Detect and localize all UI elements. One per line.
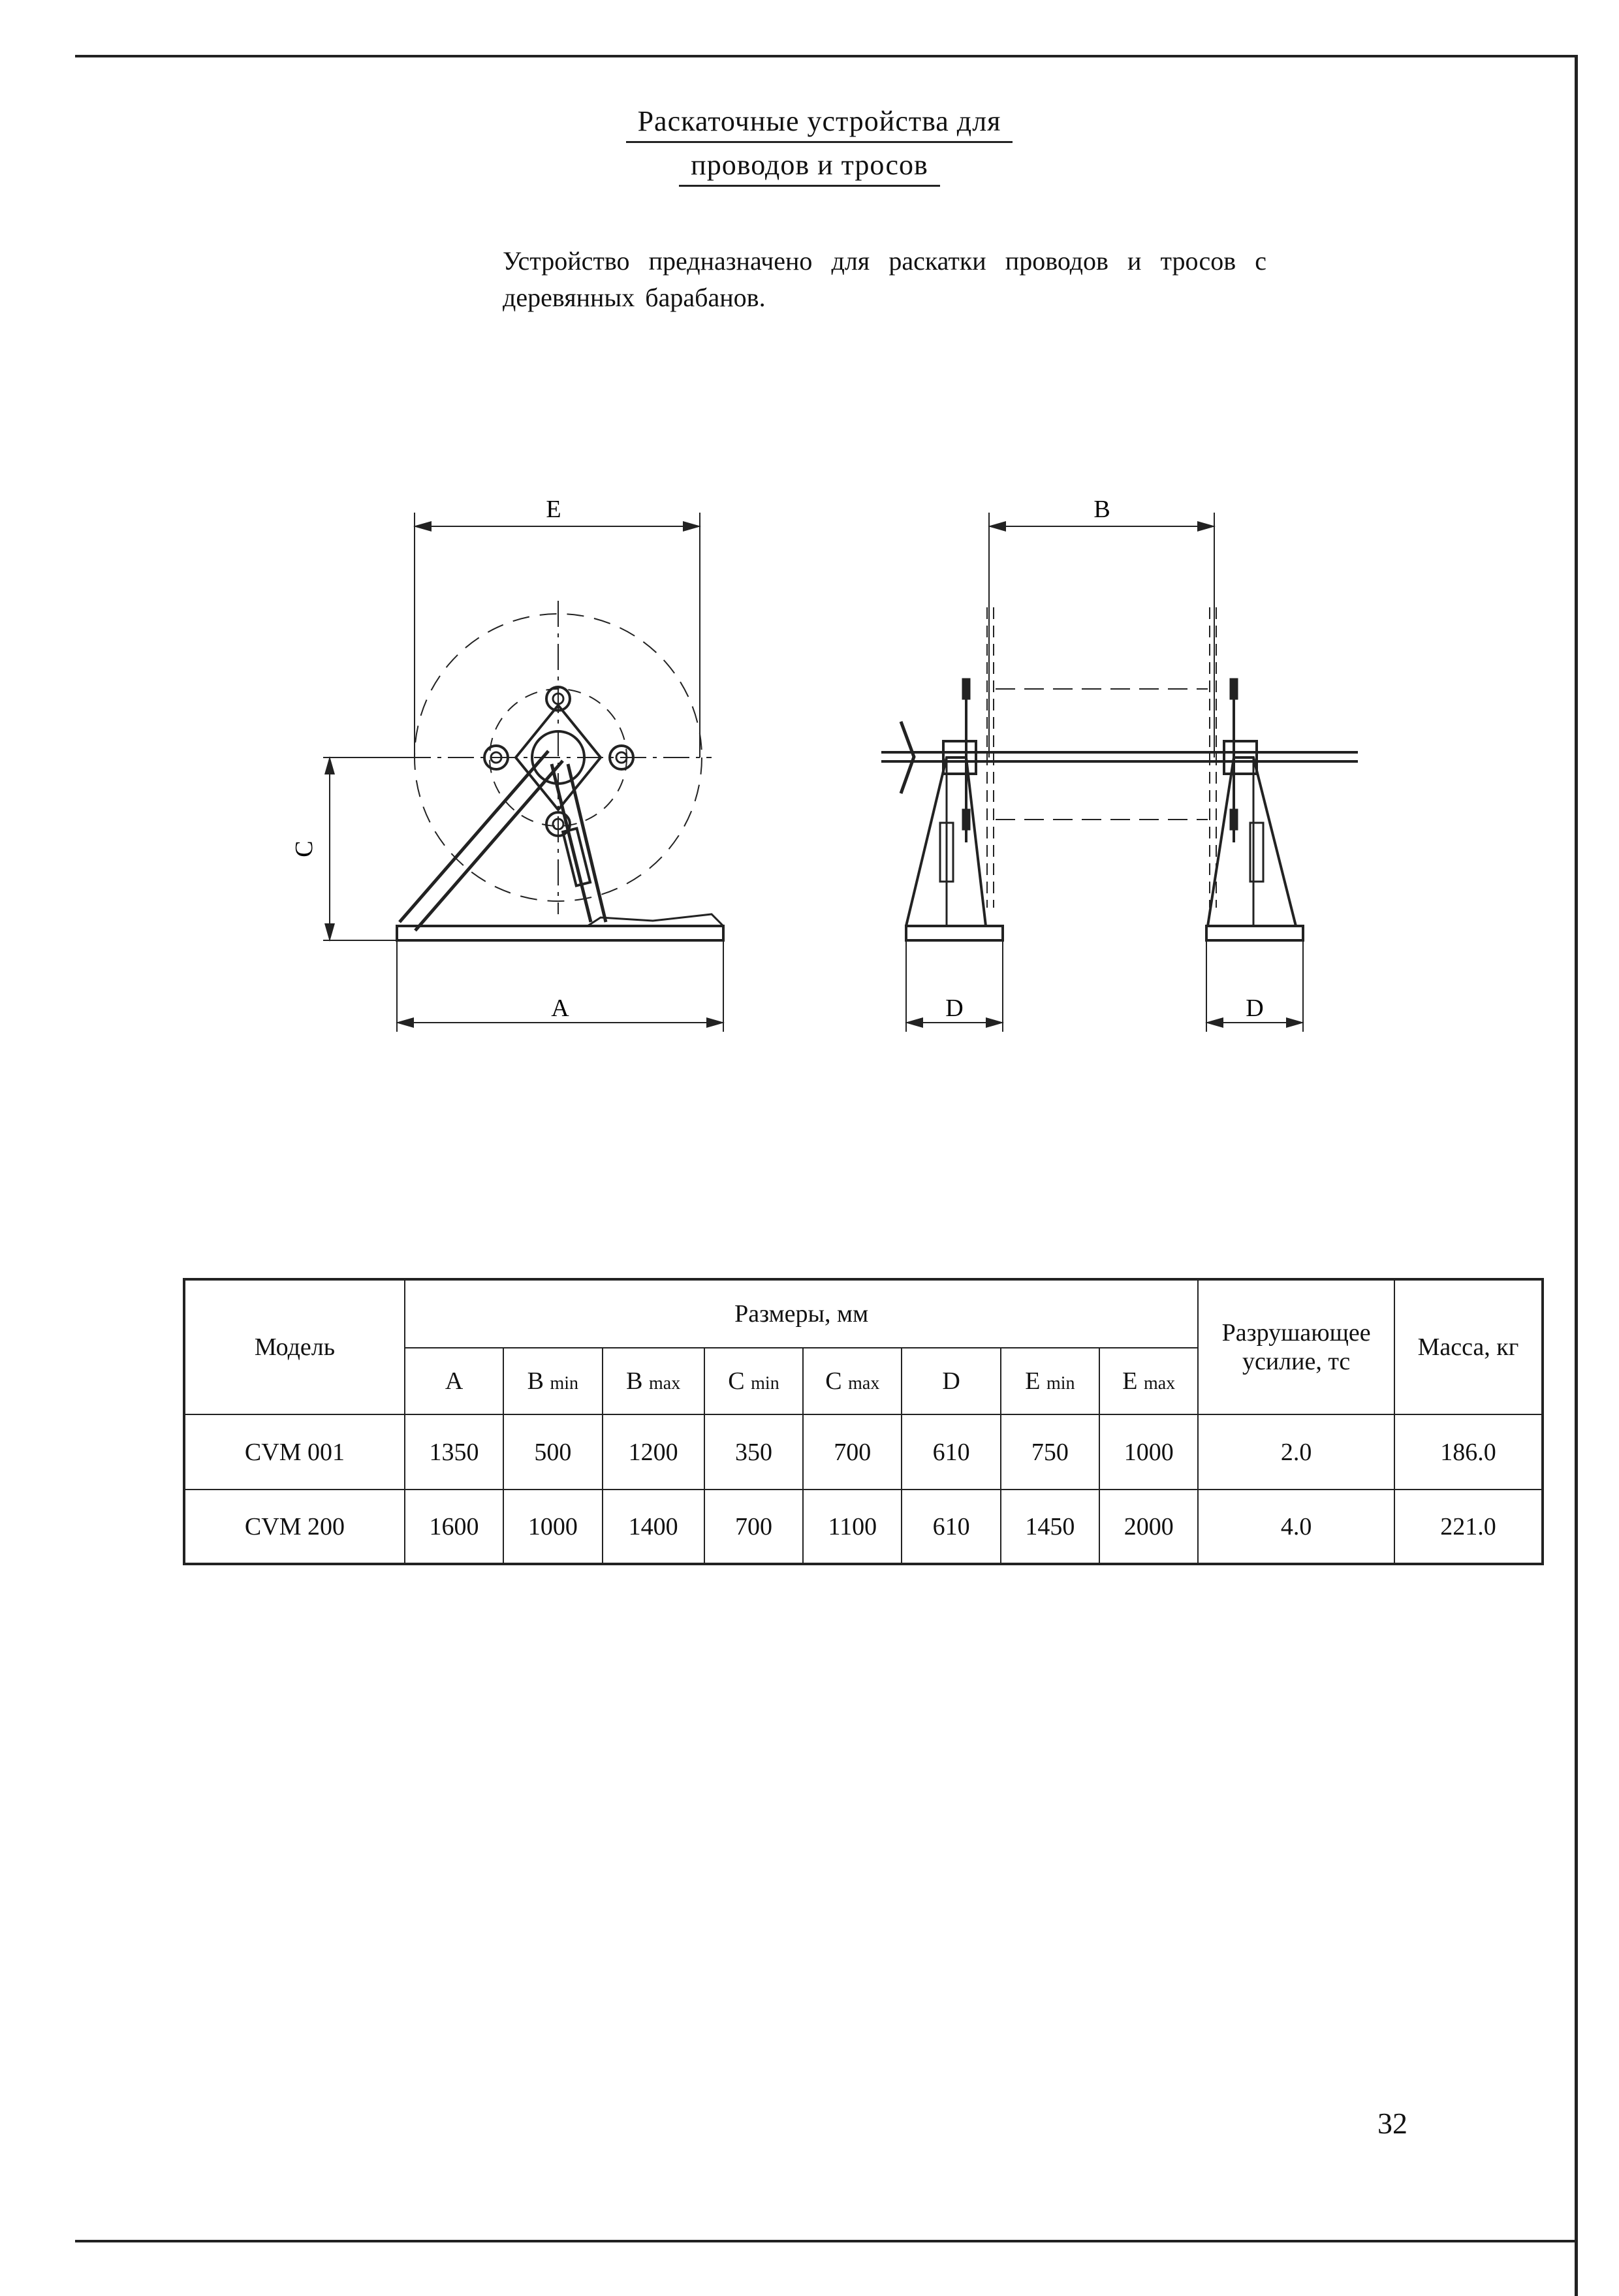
intro-paragraph: Устройство предназначено для раскатки проводов и тросов с деревянных барабанов. [503,246,1266,312]
page-number: 32 [1377,2107,1407,2140]
cell-B-min: 500 [503,1414,602,1490]
col-header-D: D [902,1348,1000,1414]
title-line-1: Раскаточные устройства для [626,103,1013,143]
cell-D: 610 [902,1490,1000,1564]
table-row [184,1414,1543,1490]
cell-E-max: 2000 [1099,1490,1198,1564]
col-header-E-max: E max [1099,1348,1198,1414]
header-model: Модель [184,1279,405,1414]
cell-E-min: 1450 [1001,1490,1099,1564]
label-B: B [1093,496,1110,523]
col-header-C-min: C min [704,1348,803,1414]
label-D-right: D [1246,995,1264,1022]
table-row [184,1490,1543,1564]
cell-mass: 186.0 [1394,1414,1543,1490]
cell-B-min: 1000 [503,1490,602,1564]
front-view [881,513,1358,1032]
cell-E-min: 750 [1001,1414,1099,1490]
cell-C-min: 350 [704,1414,803,1490]
col-header-A: A [405,1348,503,1414]
cell-C-max: 700 [803,1414,902,1490]
col-header-E-min: E min [1001,1348,1099,1414]
cell-E-max: 1000 [1099,1414,1198,1490]
cell-breaking-force: 2.0 [1198,1414,1394,1490]
header-mass: Масса, кг [1394,1279,1543,1414]
specs-table [183,1278,1544,1565]
label-A: A [551,995,569,1022]
title-line-2: проводов и тросов [679,147,940,187]
cell-B-max: 1200 [603,1414,704,1490]
col-header-C-max: C max [803,1348,902,1414]
cell-D: 610 [902,1414,1000,1490]
header-dimensions: Размеры, мм [405,1279,1198,1348]
col-header-B-max: B max [603,1348,704,1414]
label-C: C [291,840,318,857]
cell-model: CVM 200 [184,1490,405,1564]
side-view [323,513,723,1032]
cell-model: CVM 001 [184,1414,405,1490]
cell-A: 1350 [405,1414,503,1490]
cell-C-max: 1100 [803,1490,902,1564]
cell-A: 1600 [405,1490,503,1564]
header-breaking-force: Разрушающее усилие, тс [1198,1279,1394,1414]
cell-C-min: 700 [704,1490,803,1564]
cell-breaking-force: 4.0 [1198,1490,1394,1564]
label-D-left: D [945,995,964,1022]
cell-B-max: 1400 [603,1490,704,1564]
col-header-B-min: B min [503,1348,602,1414]
label-E: E [546,496,561,523]
cell-mass: 221.0 [1394,1490,1543,1564]
